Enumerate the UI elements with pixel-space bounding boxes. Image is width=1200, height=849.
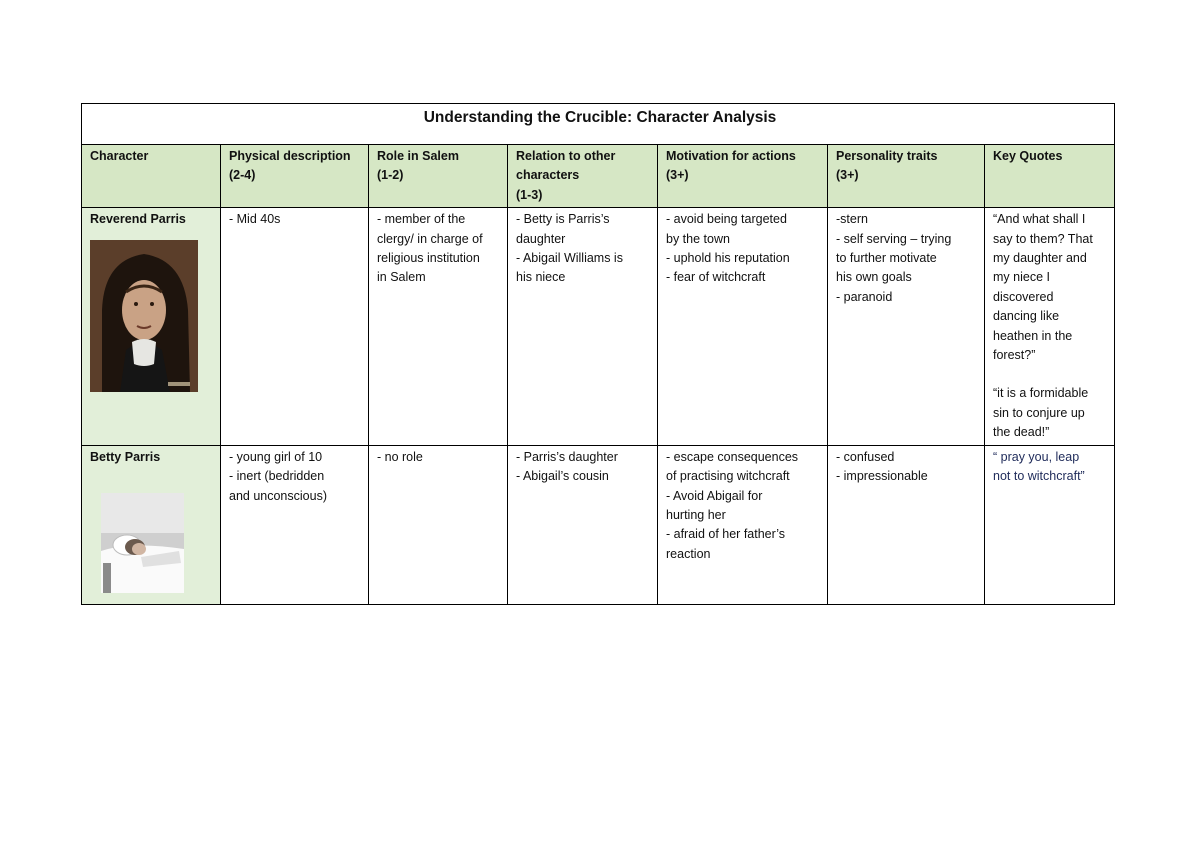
cell-line: to further motivate [836, 251, 937, 266]
cell-line: by the town [666, 231, 730, 246]
header-line: Personality traits [836, 149, 938, 163]
personality-cell [828, 208, 985, 445]
cell-line: religious institution [377, 251, 480, 266]
role-cell [369, 208, 508, 445]
header-line: Key Quotes [993, 149, 1063, 163]
cell-line: - afraid of her father’s [666, 527, 786, 542]
photo-image [101, 493, 184, 593]
cell-line: -stern [836, 212, 868, 227]
role-cell [369, 445, 508, 604]
quote-line: “ pray you, leap [993, 449, 1080, 464]
cell-line: - uphold his reputation [666, 251, 790, 266]
header-line: characters [516, 168, 580, 183]
motivation-cell [658, 208, 828, 445]
spacer [993, 365, 1110, 384]
cell-line: his own goals [836, 270, 912, 285]
quote-line: not to witchcraft” [993, 469, 1085, 484]
personality-cell [828, 445, 985, 604]
document-title: Understanding the Crucible: Character Analysis [82, 104, 1115, 145]
cell-line: hurting her [666, 507, 726, 522]
cell-line: of practising witchcraft [666, 469, 790, 484]
quote-line: the dead!” [993, 425, 1050, 440]
header-line: (2-4) [229, 168, 256, 183]
quote-line: forest?” [993, 348, 1036, 363]
portrait-image [90, 240, 198, 392]
header-personality [828, 145, 985, 208]
cell-line: - self serving – trying [836, 231, 952, 246]
header-line: (3+) [836, 168, 859, 183]
header-line: Relation to other [516, 149, 616, 163]
header-motivation [658, 145, 828, 208]
quote-line: heathen in the [993, 328, 1073, 343]
quote-line: “And what shall I [993, 212, 1086, 227]
quote-line: sin to conjure up [993, 405, 1085, 420]
quote-line: my niece I [993, 270, 1050, 285]
header-line: Motivation for actions [666, 149, 796, 163]
cell-line: - avoid being targeted [666, 212, 787, 227]
key-quotes-cell [985, 208, 1115, 445]
cell-line: - young girl of 10 [229, 449, 323, 464]
character-cell [82, 208, 221, 445]
quote-line: “it is a formidable [993, 386, 1089, 401]
quote-line: dancing like [993, 309, 1060, 324]
cell-line: - Mid 40s [229, 212, 281, 227]
header-role [369, 145, 508, 208]
motivation-cell [658, 445, 828, 604]
character-cell [82, 445, 221, 604]
header-physical-description [221, 145, 369, 208]
quote-line: my daughter and [993, 251, 1087, 266]
cell-line: - paranoid [836, 289, 893, 304]
physical-description-cell [221, 445, 369, 604]
header-relation [508, 145, 658, 208]
cell-line: - Abigail Williams is [516, 251, 623, 266]
header-line: Physical description [229, 149, 351, 163]
quote-line: say to them? That [993, 231, 1093, 246]
quote-line: discovered [993, 289, 1054, 304]
header-line: Role in Salem [377, 149, 459, 163]
cell-line: - Betty is Parris’s [516, 212, 610, 227]
key-quotes-cell [985, 445, 1115, 604]
character-name: Betty Parris [90, 449, 161, 464]
header-line: (1-3) [516, 187, 543, 202]
cell-line: - Avoid Abigail for [666, 488, 763, 503]
character-name: Reverend Parris [90, 212, 186, 227]
header-line: (3+) [666, 168, 689, 183]
cell-line: his niece [516, 270, 566, 285]
physical-description-cell [221, 208, 369, 445]
cell-line: - member of the [377, 212, 466, 227]
table-row [82, 445, 1115, 604]
cell-line: - escape consequences [666, 449, 799, 464]
cell-line: - confused [836, 449, 895, 464]
header-key-quotes [985, 145, 1115, 208]
header-line: Character [90, 149, 149, 163]
cell-line: daughter [516, 231, 566, 246]
relation-cell [508, 208, 658, 445]
cell-line: - no role [377, 449, 423, 464]
table-row [82, 208, 1115, 445]
cell-line: clergy/ in charge of [377, 231, 483, 246]
header-line: (1-2) [377, 168, 404, 183]
cell-line: - fear of witchcraft [666, 270, 766, 285]
relation-cell [508, 445, 658, 604]
cell-line: - Abigail’s cousin [516, 469, 609, 484]
header-row [82, 145, 1115, 208]
cell-line: - Parris’s daughter [516, 449, 618, 464]
cell-line: reaction [666, 546, 711, 561]
cell-line: - inert (bedridden [229, 469, 325, 484]
cell-line: and unconscious) [229, 488, 327, 503]
character-analysis-table [81, 103, 1115, 605]
header-character [82, 145, 221, 208]
cell-line: in Salem [377, 270, 426, 285]
cell-line: - impressionable [836, 469, 928, 484]
